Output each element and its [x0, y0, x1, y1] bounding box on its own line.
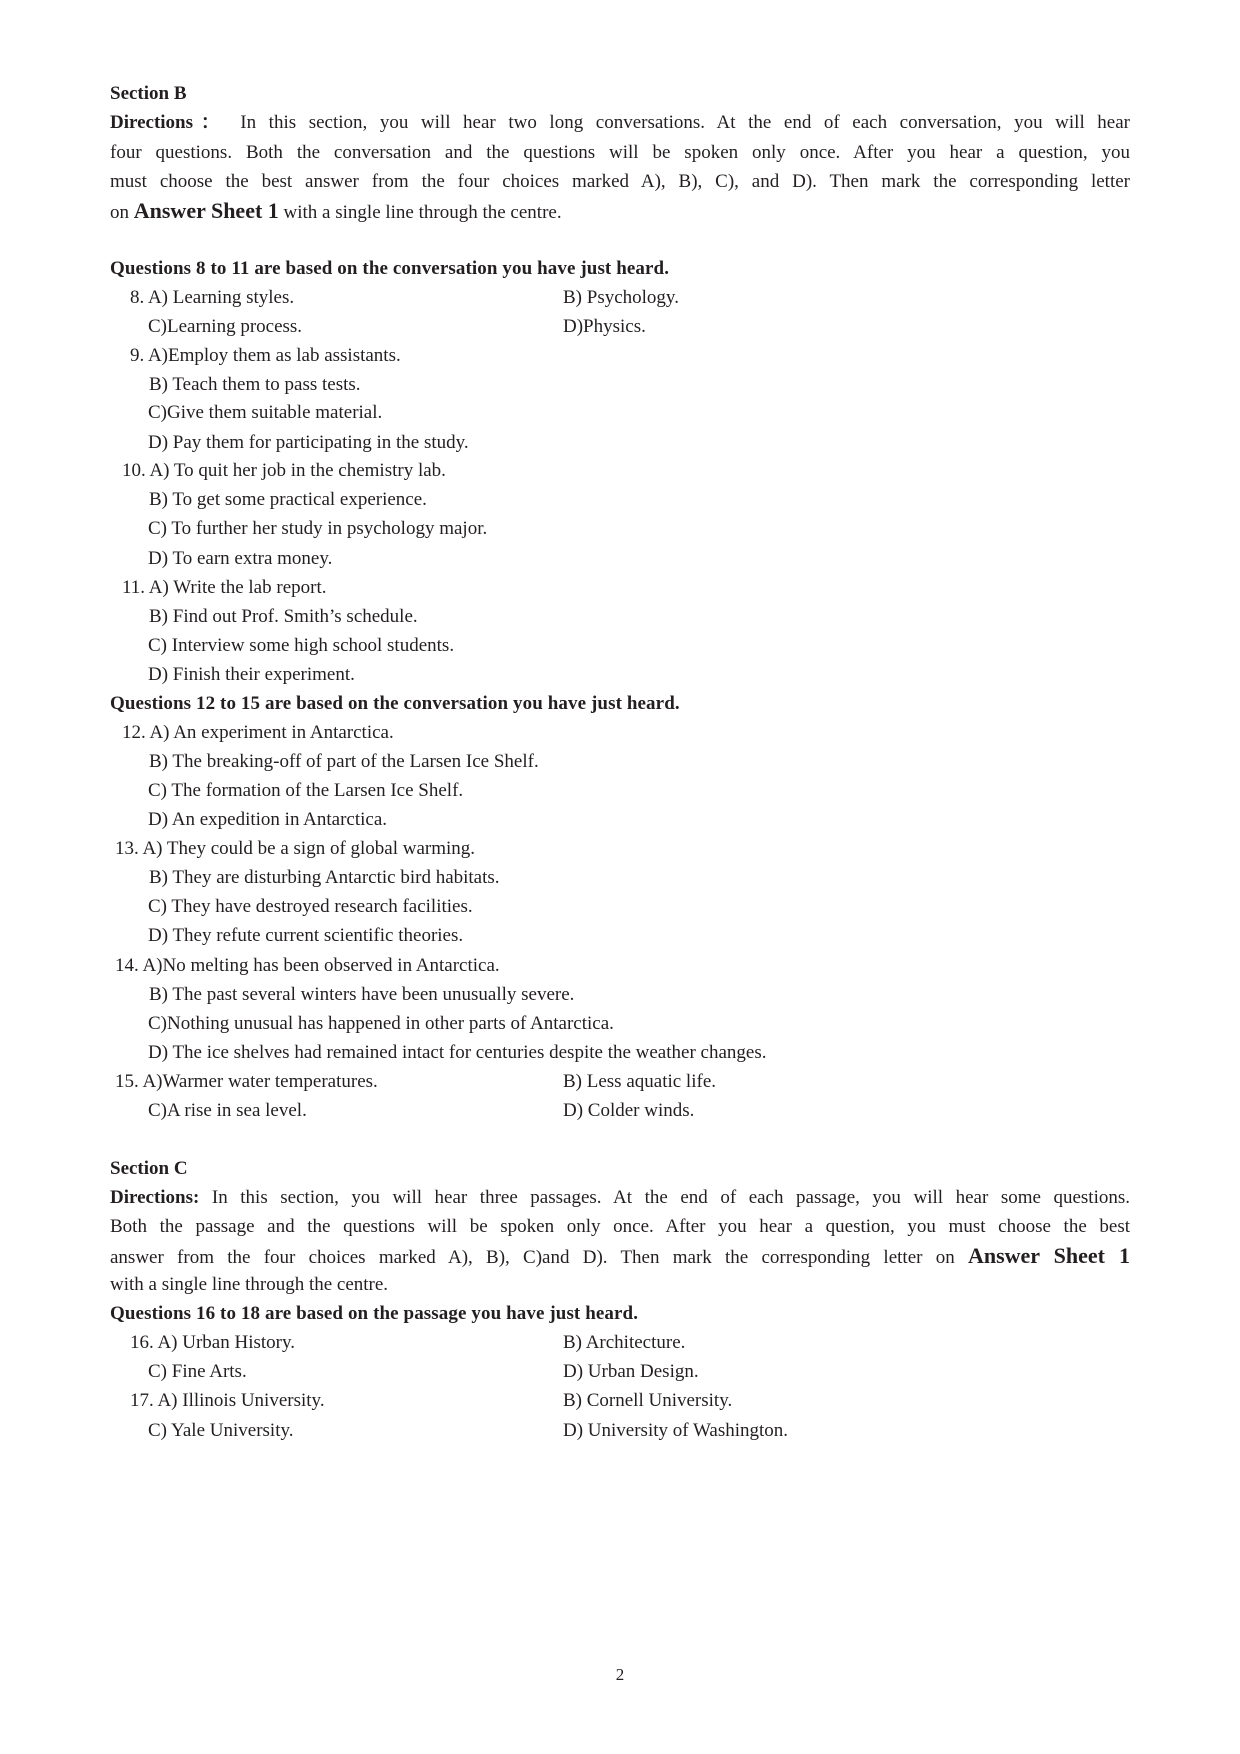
- question-11-option-b: B) Find out Prof. Smith’s schedule.: [149, 606, 418, 627]
- question-16-option-a: 16. A) Urban History.: [130, 1332, 295, 1353]
- directions-text: answer from the four choices marked A), B), C)and D). Then mark the corresponding letter on: [110, 1247, 968, 1268]
- question-12-option-b: B) The breaking-off of part of the Larsen Ice Shelf.: [149, 751, 539, 772]
- question-12-option-a: 12. A) An experiment in Antarctica.: [122, 722, 394, 743]
- directions-label: Directions：: [110, 112, 228, 133]
- section-b-directions-line-1: [110, 111, 1130, 135]
- question-group-header: Questions 8 to 11 are based on the conversation you have just heard.: [110, 258, 670, 279]
- question-15-option-a: 15. A)Warmer water temperatures.: [115, 1071, 378, 1092]
- question-17-option-b: B) Cornell University.: [563, 1390, 733, 1411]
- section-b-directions-line-2: four questions. Both the conversation and the questions will be spoken only once. After you hear a question, you: [110, 142, 1130, 163]
- question-13-option-c: C) They have destroyed research facilities.: [148, 896, 473, 917]
- question-9-option-a: 9. A)Employ them as lab assistants.: [130, 345, 401, 366]
- section-c-directions-line-1: [110, 1186, 1130, 1210]
- directions-text: with a single line through the centre.: [278, 202, 562, 223]
- question-10-option-c: C) To further her study in psychology major.: [148, 518, 488, 539]
- question-8-option-d: D)Physics.: [563, 316, 646, 337]
- directions-label: Directions:: [110, 1187, 200, 1208]
- question-8-option-b: B) Psychology.: [563, 287, 679, 308]
- question-15-option-b: B) Less aquatic life.: [563, 1071, 717, 1092]
- question-group-header: Questions 12 to 15 are based on the conversation you have just heard.: [110, 693, 680, 714]
- question-11-option-a: 11. A) Write the lab report.: [122, 577, 327, 598]
- question-10-option-d: D) To earn extra money.: [148, 548, 333, 569]
- question-13-option-a: 13. A) They could be a sign of global warming.: [115, 838, 476, 859]
- section-c-directions-line-2: Both the passage and the questions will be spoken only once. After you hear a question, you must choose the best: [110, 1216, 1130, 1237]
- question-8-option-a: 8. A) Learning styles.: [130, 287, 295, 308]
- section-b-directions-line-3: must choose the best answer from the four choices marked A), B), C), and D). Then mark the corresponding letter: [110, 171, 1130, 192]
- question-11-option-d: D) Finish their experiment.: [148, 664, 355, 685]
- question-9-option-d: D) Pay them for participating in the study.: [148, 432, 469, 453]
- question-10-option-b: B) To get some practical experience.: [149, 489, 427, 510]
- question-10-option-a: 10. A) To quit her job in the chemistry lab.: [122, 460, 446, 481]
- question-16-option-b: B) Architecture.: [563, 1332, 686, 1353]
- question-14-option-d: D) The ice shelves had remained intact for centuries despite the weather changes.: [148, 1042, 767, 1063]
- question-16-option-d: D) Urban Design.: [563, 1361, 699, 1382]
- page-number: 2: [615, 1665, 625, 1684]
- question-17-option-a: 17. A) Illinois University.: [130, 1390, 325, 1411]
- directions-text: In this section, you will hear three passages. At the end of each passage, you will hear some questions.: [199, 1187, 1130, 1208]
- question-12-option-c: C) The formation of the Larsen Ice Shelf.: [148, 780, 464, 801]
- question-9-option-c: C)Give them suitable material.: [148, 402, 383, 423]
- question-14-option-a: 14. A)No melting has been observed in Antarctica.: [115, 955, 500, 976]
- question-15-option-c: C)A rise in sea level.: [148, 1100, 307, 1121]
- section-c-directions-line-4: with a single line through the centre.: [110, 1274, 389, 1295]
- question-14-option-b: B) The past several winters have been unusually severe.: [149, 984, 575, 1005]
- question-17-option-d: D) University of Washington.: [563, 1420, 789, 1441]
- question-12-option-d: D) An expedition in Antarctica.: [148, 809, 388, 830]
- question-16-option-c: C) Fine Arts.: [148, 1361, 247, 1382]
- question-9-option-b: B) Teach them to pass tests.: [149, 374, 361, 395]
- answer-sheet-label: Answer Sheet 1: [133, 198, 279, 223]
- directions-text: In this section, you will hear two long conversations. At the end of each conversation, you will hear: [240, 112, 1130, 133]
- section-b-title: Section B: [110, 83, 187, 104]
- question-8-option-c: C)Learning process.: [148, 316, 303, 337]
- section-c-title: Section C: [110, 1158, 188, 1179]
- section-b-directions-line-4: [110, 199, 562, 223]
- question-15-option-d: D) Colder winds.: [563, 1100, 695, 1121]
- question-13-option-b: B) They are disturbing Antarctic bird habitats.: [149, 867, 500, 888]
- question-14-option-c: C)Nothing unusual has happened in other parts of Antarctica.: [148, 1013, 614, 1034]
- answer-sheet-label: Answer Sheet 1: [967, 1243, 1130, 1268]
- question-group-header: Questions 16 to 18 are based on the passage you have just heard.: [110, 1303, 639, 1324]
- question-11-option-c: C) Interview some high school students.: [148, 635, 455, 656]
- question-17-option-c: C) Yale University.: [148, 1420, 294, 1441]
- section-c-directions-line-3: [110, 1244, 1130, 1268]
- question-13-option-d: D) They refute current scientific theories.: [148, 925, 464, 946]
- directions-text: on: [110, 202, 134, 223]
